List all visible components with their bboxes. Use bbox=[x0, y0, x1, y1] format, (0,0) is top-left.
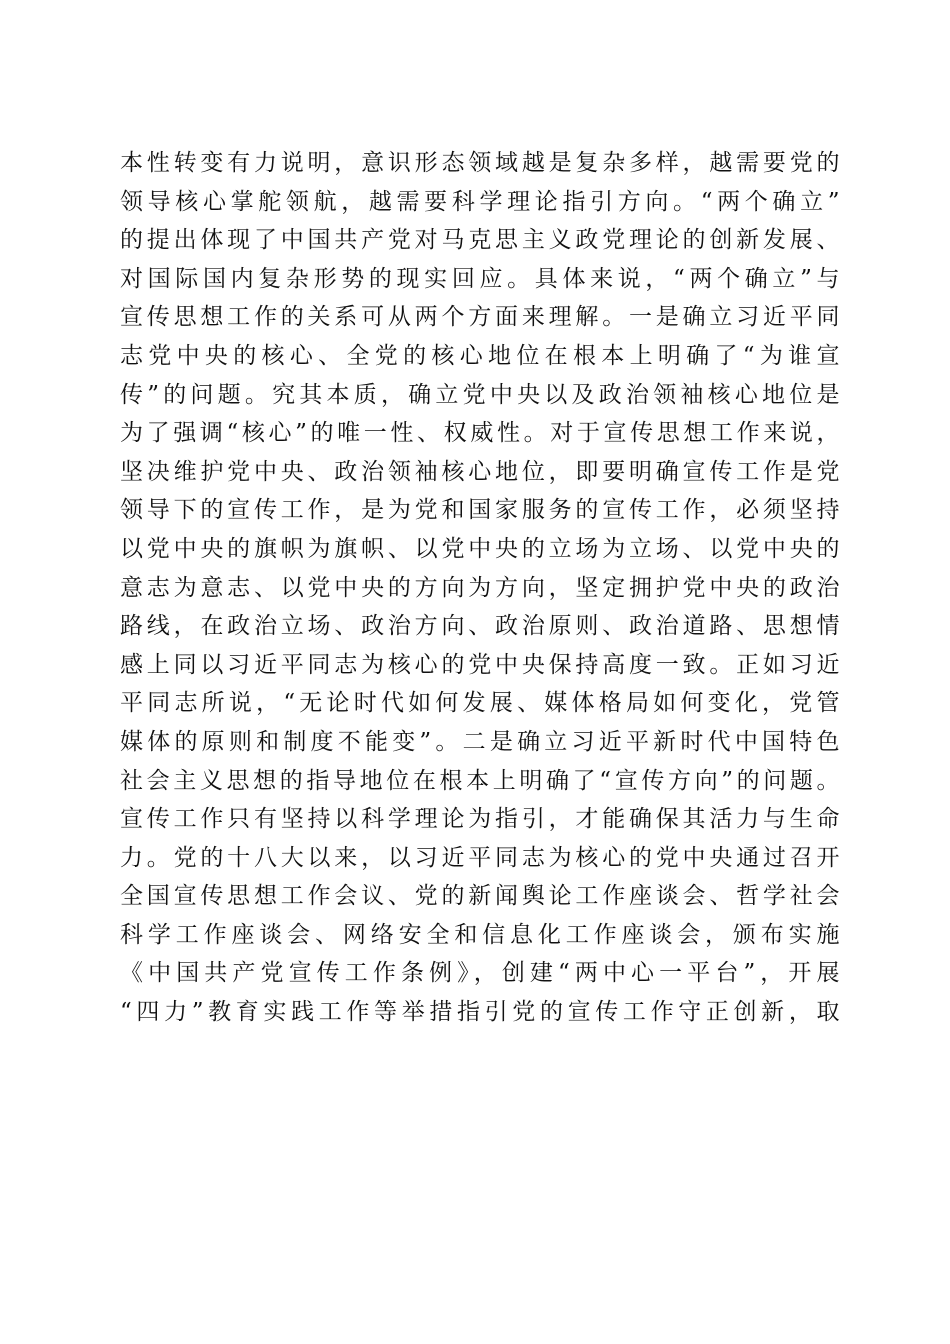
text-line-2: 领导核心掌舵领航，越需要科学理论指引方向。“两个确立” bbox=[120, 188, 840, 215]
body-paragraph bbox=[120, 144, 840, 1032]
text-line-5: 宣传思想工作的关系可从两个方面来理解。一是确立习近平同 bbox=[120, 304, 840, 331]
text-line-15: 平同志所说，“无论时代如何发展、媒体格局如何变化，党管 bbox=[120, 690, 840, 717]
text-line-14: 感上同以习近平同志为核心的党中央保持高度一致。正如习近 bbox=[120, 651, 840, 678]
text-line-13: 路线，在政治立场、政治方向、政治原则、政治道路、思想情 bbox=[120, 613, 840, 640]
text-line-9: 坚决维护党中央、政治领袖核心地位，即要明确宣传工作是党 bbox=[120, 458, 840, 485]
text-line-19: 力。党的十八大以来，以习近平同志为核心的党中央通过召开 bbox=[120, 844, 840, 871]
text-line-16: 媒体的原则和制度不能变”。二是确立习近平新时代中国特色 bbox=[120, 728, 840, 755]
text-line-11: 以党中央的旗帜为旗帜、以党中央的立场为立场、以党中央的 bbox=[120, 535, 840, 562]
text-line-12: 意志为意志、以党中央的方向为方向，坚定拥护党中央的政治 bbox=[120, 574, 840, 601]
text-line-20: 全国宣传思想工作会议、党的新闻舆论工作座谈会、哲学社会 bbox=[120, 883, 840, 910]
text-line-18: 宣传工作只有坚持以科学理论为指引，才能确保其活力与生命 bbox=[120, 806, 840, 833]
text-line-17: 社会主义思想的指导地位在根本上明确了“宣传方向”的问题。 bbox=[120, 767, 840, 794]
text-line-23: “四力”教育实践工作等举措指引党的宣传工作守正创新，取 bbox=[120, 999, 840, 1026]
text-line-1: 本性转变有力说明，意识形态领域越是复杂多样，越需要党的 bbox=[120, 150, 840, 176]
text-line-22: 《中国共产党宣传工作条例》，创建“两中心一平台”，开展 bbox=[120, 960, 840, 987]
text-line-10: 领导下的宣传工作，是为党和国家服务的宣传工作，必须坚持 bbox=[120, 497, 840, 524]
text-line-3: 的提出体现了中国共产党对马克思主义政党理论的创新发展、 bbox=[120, 227, 840, 254]
text-line-4: 对国际国内复杂形势的现实回应。具体来说，“两个确立”与 bbox=[120, 265, 840, 292]
text-line-8: 为了强调“核心”的唯一性、权威性。对于宣传思想工作来说， bbox=[120, 420, 840, 447]
text-line-7: 传”的问题。究其本质，确立党中央以及政治领袖核心地位是 bbox=[120, 381, 840, 408]
text-line-6: 志党中央的核心、全党的核心地位在根本上明确了“为谁宣 bbox=[120, 342, 840, 369]
text-line-21: 科学工作座谈会、网络安全和信息化工作座谈会，颁布实施 bbox=[120, 921, 840, 948]
